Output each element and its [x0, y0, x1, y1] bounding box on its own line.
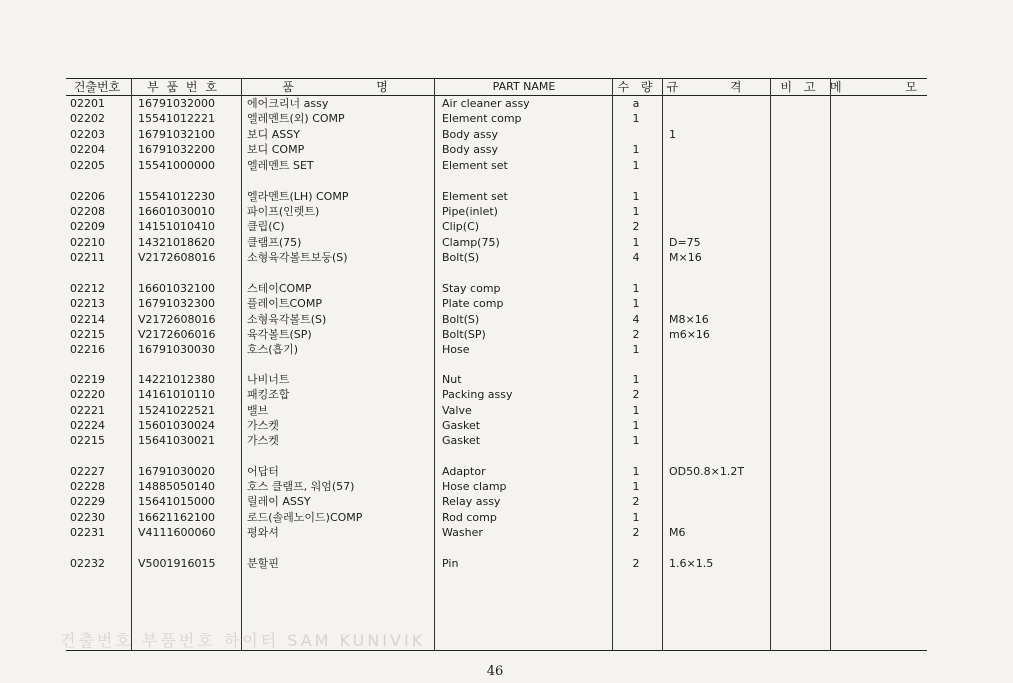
row-spec: M6 [669, 526, 686, 539]
row-part-no: V5001916015 [138, 557, 216, 570]
row-part-no: 16791032300 [138, 297, 215, 310]
row-part-no: 14161010110 [138, 388, 215, 401]
row-qty: 2 [632, 220, 640, 233]
row-code: 02220 [70, 388, 105, 401]
row-kor: 릴레이 ASSY [247, 495, 311, 508]
row-qty: 1 [632, 205, 640, 218]
header-part-name: PART NAME [492, 80, 556, 93]
row-qty: 2 [632, 557, 640, 570]
row-qty: 4 [632, 251, 640, 264]
row-kor: 보디 ASSY [247, 128, 300, 141]
row-kor: 호스 클램프, 워엄(57) [247, 480, 355, 493]
row-part-no: V2172608016 [138, 313, 216, 326]
row-eng: Adaptor [442, 465, 486, 478]
column-divider [770, 78, 771, 650]
row-part-no: 15641015000 [138, 495, 215, 508]
row-kor: 가스켓 [247, 419, 279, 432]
row-qty: 1 [632, 465, 640, 478]
row-eng: Nut [442, 373, 462, 386]
row-spec: m6×16 [669, 328, 710, 341]
row-eng: Hose clamp [442, 480, 507, 493]
row-eng: Valve [442, 404, 472, 417]
row-qty: 1 [632, 143, 640, 156]
row-qty: 1 [632, 511, 640, 524]
row-spec: 1.6×1.5 [669, 557, 714, 570]
row-kor: 엘레멘트 SET [247, 159, 314, 172]
row-qty: 1 [632, 419, 640, 432]
row-part-no: V2172608016 [138, 251, 216, 264]
row-kor: 어답터 [247, 465, 279, 478]
row-qty: 4 [632, 313, 640, 326]
row-eng: Pipe(inlet) [442, 205, 498, 218]
row-part-no: 16791030030 [138, 343, 215, 356]
row-code: 02224 [70, 419, 105, 432]
row-part-no: 15541000000 [138, 159, 215, 172]
row-code: 02211 [70, 251, 105, 264]
row-code: 02203 [70, 128, 105, 141]
row-spec: 1 [669, 128, 676, 141]
column-divider [830, 78, 831, 650]
row-part-no: 16791030020 [138, 465, 215, 478]
row-qty: 1 [632, 343, 640, 356]
row-kor: 에어크리너 assy [247, 97, 329, 110]
row-part-no: 16601032100 [138, 282, 215, 295]
row-qty: a [632, 97, 640, 110]
row-spec: M8×16 [669, 313, 709, 326]
row-kor: 엘레멘트(외) COMP [247, 112, 345, 125]
row-code: 02201 [70, 97, 105, 110]
row-qty: 1 [632, 404, 640, 417]
row-kor: 소형육각볼트보둥(S) [247, 251, 348, 264]
row-qty: 1 [632, 236, 640, 249]
header-part-no: 부 품 번 호 [147, 80, 219, 94]
row-part-no: 16791032100 [138, 128, 215, 141]
row-qty: 1 [632, 373, 640, 386]
row-kor: 분할핀 [247, 557, 279, 570]
row-spec: M×16 [669, 251, 702, 264]
row-part-no: 16791032000 [138, 97, 215, 110]
row-eng: Body assy [442, 143, 498, 156]
row-part-no: 15241022521 [138, 404, 215, 417]
row-eng: Bolt(S) [442, 313, 480, 326]
row-eng: Packing assy [442, 388, 513, 401]
row-part-no: 14885050140 [138, 480, 215, 493]
header-code: 건출번호 [73, 80, 121, 94]
row-eng: Element set [442, 159, 508, 172]
row-part-no: 15541012221 [138, 112, 215, 125]
row-spec: D=75 [669, 236, 701, 249]
row-code: 02202 [70, 112, 105, 125]
row-code: 02229 [70, 495, 105, 508]
row-part-no: 15641030021 [138, 434, 215, 447]
row-kor: 클립(C) [247, 220, 285, 233]
row-qty: 1 [632, 190, 640, 203]
row-code: 02213 [70, 297, 105, 310]
row-eng: Element set [442, 190, 508, 203]
row-eng: Body assy [442, 128, 498, 141]
row-qty: 1 [632, 434, 640, 447]
header-spec: 규 격 [666, 80, 766, 94]
row-spec: OD50.8×1.2T [669, 465, 745, 478]
row-part-no: 14321018620 [138, 236, 215, 249]
row-part-no: 14221012380 [138, 373, 215, 386]
row-kor: 패킹조합 [247, 388, 290, 401]
row-eng: Element comp [442, 112, 522, 125]
row-code: 02215 [70, 434, 105, 447]
row-eng: Gasket [442, 434, 481, 447]
row-kor: 소형육각볼트(S) [247, 313, 327, 326]
row-eng: Clip(C) [442, 220, 480, 233]
row-code: 02206 [70, 190, 105, 203]
column-divider [131, 78, 132, 650]
row-kor: 평와셔 [247, 526, 279, 539]
page-number: 46 [486, 664, 504, 679]
row-eng: Bolt(S) [442, 251, 480, 264]
header-remark: 비 고 [780, 80, 820, 94]
row-kor: 나비너트 [247, 373, 290, 386]
column-divider [241, 78, 242, 650]
row-code: 02216 [70, 343, 105, 356]
row-qty: 2 [632, 328, 640, 341]
row-kor: 엘라멘트(LH) COMP [247, 190, 349, 203]
row-eng: Gasket [442, 419, 481, 432]
row-kor: 플레이트COMP [247, 297, 322, 310]
row-qty: 1 [632, 159, 640, 172]
row-code: 02210 [70, 236, 105, 249]
row-code: 02228 [70, 480, 105, 493]
row-code: 02227 [70, 465, 105, 478]
row-eng: Air cleaner assy [442, 97, 530, 110]
table-bottom-rule [66, 650, 927, 651]
row-kor: 보디 COMP [247, 143, 305, 156]
table-header-rule [66, 95, 927, 96]
row-code: 02204 [70, 143, 105, 156]
row-kor: 로드(솔레노이드)COMP [247, 511, 363, 524]
row-qty: 1 [632, 480, 640, 493]
row-code: 02214 [70, 313, 105, 326]
row-code: 02219 [70, 373, 105, 386]
row-qty: 1 [632, 112, 640, 125]
row-eng: Clamp(75) [442, 236, 500, 249]
row-eng: Pin [442, 557, 459, 570]
row-part-no: V2172606016 [138, 328, 216, 341]
header-qty: 수 량 [617, 80, 657, 94]
row-part-no: 15601030024 [138, 419, 215, 432]
header-kor-name-left: 품 [282, 80, 294, 94]
row-kor: 가스켓 [247, 434, 279, 447]
row-qty: 2 [632, 495, 640, 508]
row-code: 02212 [70, 282, 105, 295]
row-code: 02231 [70, 526, 105, 539]
row-kor: 클램프(75) [247, 236, 302, 249]
row-part-no: 14151010410 [138, 220, 215, 233]
row-part-no: 16601030010 [138, 205, 215, 218]
row-qty: 2 [632, 526, 640, 539]
row-eng: Rod comp [442, 511, 497, 524]
header-memo: 메 모 [830, 80, 947, 94]
row-eng: Bolt(SP) [442, 328, 486, 341]
row-qty: 1 [632, 282, 640, 295]
row-kor: 호스(흡기) [247, 343, 299, 356]
row-code: 02232 [70, 557, 105, 570]
row-code: 02215 [70, 328, 105, 341]
row-eng: Plate comp [442, 297, 504, 310]
column-divider [434, 78, 435, 650]
row-part-no: 16621162100 [138, 511, 215, 524]
row-code: 02230 [70, 511, 105, 524]
row-kor: 스테이COMP [247, 282, 312, 295]
row-eng: Hose [442, 343, 470, 356]
row-eng: Relay assy [442, 495, 501, 508]
row-eng: Washer [442, 526, 483, 539]
row-part-no: 15541012230 [138, 190, 215, 203]
table-top-rule [66, 78, 927, 79]
row-qty: 1 [632, 297, 640, 310]
row-kor: 육각볼트(SP) [247, 328, 312, 341]
row-part-no: 16791032200 [138, 143, 215, 156]
header-kor-name-right: 명 [376, 80, 388, 94]
row-code: 02205 [70, 159, 105, 172]
row-eng: Stay comp [442, 282, 501, 295]
bleed-through-text: 건출번호 부품번호 하이터 SAM KUNIVIK [60, 631, 426, 650]
row-kor: 밸브 [247, 404, 269, 417]
column-divider [612, 78, 613, 650]
row-qty: 2 [632, 388, 640, 401]
row-code: 02208 [70, 205, 105, 218]
column-divider [662, 78, 663, 650]
row-kor: 파이프(인렛트) [247, 205, 320, 218]
row-code: 02209 [70, 220, 105, 233]
row-part-no: V4111600060 [138, 526, 216, 539]
row-code: 02221 [70, 404, 105, 417]
